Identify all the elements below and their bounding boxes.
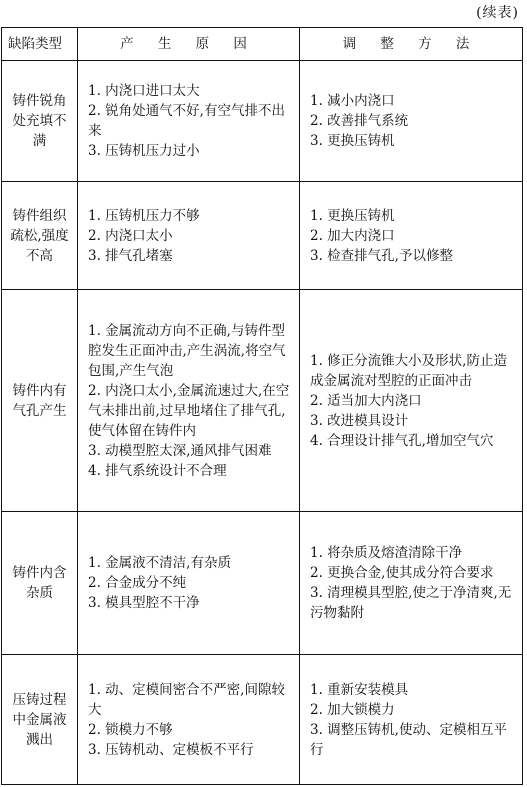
continued-label: (续表) bbox=[476, 5, 519, 21]
cause-item: 2. 内浇口太小,金属流速过大,在空气未排出前,过早地堵住了排气孔,使气体留在铸件内 bbox=[88, 382, 290, 439]
fix-item: 4. 合理设计排气孔,增加空气穴 bbox=[310, 432, 494, 449]
cause-item: 3. 动模型腔太深,通风排气困难 bbox=[88, 442, 272, 459]
fix-item: 3. 检查排气孔,予以修整 bbox=[310, 247, 453, 264]
cause-cell bbox=[78, 61, 300, 182]
table-row bbox=[2, 290, 523, 512]
header-cause: 产 生 原 因 bbox=[78, 28, 300, 61]
cause-cell bbox=[78, 512, 300, 655]
defect-type-cell: 铸件锐角处充填不满 bbox=[2, 61, 78, 182]
fix-cell bbox=[300, 512, 523, 655]
cause-item: 2. 合金成分不纯 bbox=[88, 575, 187, 591]
fix-cell bbox=[300, 182, 523, 290]
header-defect-type: 缺陷类型 bbox=[2, 28, 78, 61]
cause-item: 1. 压铸机压力不够 bbox=[88, 207, 200, 224]
fix-item: 2. 改善排气系统 bbox=[310, 113, 409, 129]
cause-cell bbox=[78, 182, 300, 290]
cause-item: 2. 内浇口太小 bbox=[88, 227, 173, 244]
table-row bbox=[2, 182, 523, 290]
header-row bbox=[2, 28, 523, 61]
fix-item: 3. 更换压铸机 bbox=[310, 133, 395, 149]
cause-item: 1. 金属液不清洁,有杂质 bbox=[88, 555, 231, 571]
fix-item: 2. 更换合金,使其成分符合要求 bbox=[310, 565, 494, 581]
cause-item: 2. 锐角处通气不好,有空气排不出来 bbox=[88, 103, 285, 139]
table-row bbox=[2, 61, 523, 182]
fix-item: 1. 更换压铸机 bbox=[310, 207, 395, 224]
defect-type-cell: 铸件内有气孔产生 bbox=[2, 290, 78, 512]
fix-item: 1. 减小内浇口 bbox=[310, 93, 395, 109]
defect-type-cell: 铸件组织疏松,强度不高 bbox=[2, 182, 78, 290]
cause-item: 1. 金属流动方向不正确,与铸件型腔发生正面冲击,产生涡流,将空气包围,产生气泡 bbox=[88, 322, 286, 379]
fix-item: 3. 调整压铸机,使动、定模相互平行 bbox=[310, 721, 507, 758]
cause-cell bbox=[78, 655, 300, 785]
cause-item: 3. 压铸机动、定模板不平行 bbox=[88, 741, 254, 758]
fix-item: 2. 加大内浇口 bbox=[310, 227, 395, 244]
fix-item: 2. 适当加大内浇口 bbox=[310, 392, 422, 409]
fix-item: 2. 加大锁模力 bbox=[310, 701, 395, 718]
fix-cell bbox=[300, 290, 523, 512]
fix-item: 1. 修正分流锥大小及形状,防止造成金属流对型腔的正面冲击 bbox=[310, 352, 507, 389]
defect-table bbox=[1, 27, 523, 785]
cause-item: 1. 动、定模间密合不严密,间隙较大 bbox=[88, 681, 285, 718]
cause-item: 3. 排气孔堵塞 bbox=[88, 247, 173, 264]
fix-item: 1. 重新安装模具 bbox=[310, 681, 409, 698]
defect-type-cell: 压铸过程中金属液溅出 bbox=[2, 655, 78, 785]
table-row bbox=[2, 512, 523, 655]
table-row bbox=[2, 655, 523, 785]
cause-item: 3. 模具型腔不干净 bbox=[88, 595, 200, 611]
header-fix: 调 整 方 法 bbox=[300, 28, 523, 61]
cause-item: 4. 排气系统设计不合理 bbox=[88, 462, 227, 479]
fix-cell bbox=[300, 61, 523, 182]
fix-cell bbox=[300, 655, 523, 785]
fix-item: 3. 改进模具设计 bbox=[310, 412, 409, 429]
cause-item: 3. 压铸机压力过小 bbox=[88, 143, 200, 159]
fix-item: 1. 将杂质及熔渣清除干净 bbox=[310, 545, 463, 561]
cause-cell bbox=[78, 290, 300, 512]
cause-item: 1. 内浇口进口太大 bbox=[88, 83, 200, 99]
fix-item: 3. 清理模具型腔,使之于净清爽,无污物黏附 bbox=[310, 585, 512, 621]
cause-item: 2. 锁模力不够 bbox=[88, 721, 173, 738]
defect-type-cell: 铸件内含杂质 bbox=[2, 512, 78, 655]
